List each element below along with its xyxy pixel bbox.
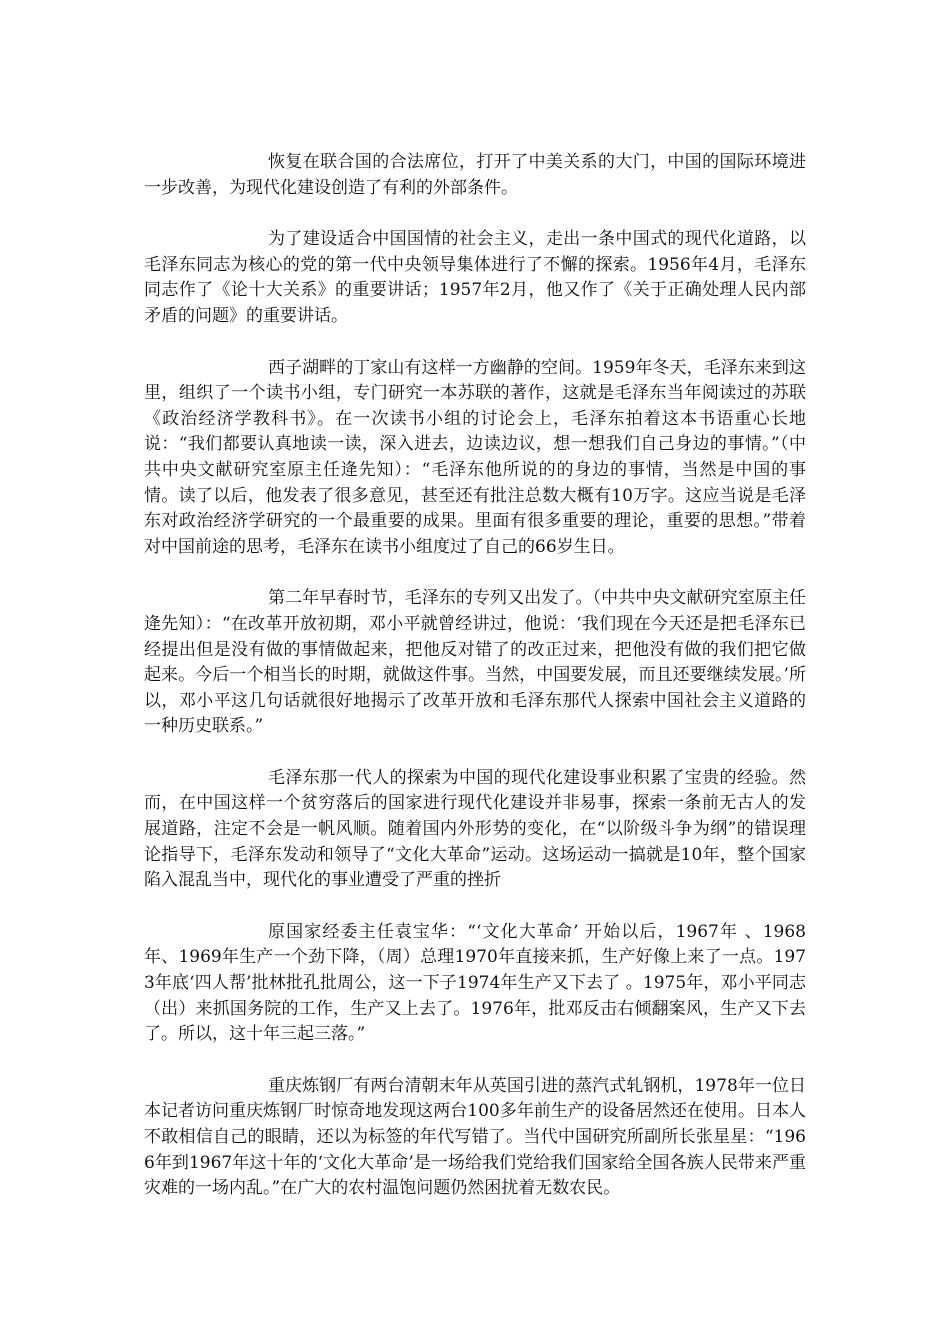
paragraph: 原国家经委主任袁宝华：“‘文化大革命’ 开始以后，1967年 、1968年、1969年生产一个劲下降，（周）总理1970年直接来抓，生产好像上来了一点。1973年底‘四人帮’批林批孔批周公，这一下子1974年生产又下去了 。1975年，邓小平同志（出）来抓国务院的工作，生产又上去了。1976年，批邓反击右倾翻案风，生产又下去了。所以，这十年三起三落。”: [144, 921, 806, 1045]
paragraph: 为了建设适合中国国情的社会主义，走出一条中国式的现代化道路，以毛泽东同志为核心的党的第一代中央领导集体进行了不懈的探索。1956年4月，毛泽东同志作了《论十大关系》的重要讲话；1957年2月，他又作了《关于正确处理人民内部矛盾的问题》的重要讲话。: [144, 229, 806, 326]
document-body: [144, 150, 806, 1228]
paragraph: 恢复在联合国的合法席位，打开了中美关系的大门，中国的国际环境进一步改善，为现代化建设创造了有利的外部条件。: [144, 152, 806, 198]
paragraph: 毛泽东那一代人的探索为中国的现代化建设事业积累了宝贵的经验。然而，在中国这样一个贫穷落后的国家进行现代化建设并非易事，探索一条前无古人的发展道路，注定不会是一帆风顺。随着国内外形势的变化，在“以阶级斗争为纲”的错误理论指导下，毛泽东发动和领导了“文化大革命”运动。这场运动一搞就是10年，整个国家陷入混乱当中，现代化的事业遭受了严重的挫折: [144, 767, 806, 891]
paragraph: 西子湖畔的丁家山有这样一方幽静的空间。1959年冬天，毛泽东来到这里，组织了一个读书小组，专门研究一本苏联的著作，这就是毛泽东当年阅读过的苏联《政治经济学教科书》。在一次读书小组的讨论会上，毛泽东拍着这本书语重心长地说：“我们都要认真地读一读，深入进去，边读边议，想一想我们自己身边的事情。”（中共中央文献研究室原主任逄先知）：“毛泽东他所说的的身边的事情，当然是中国的事情。读了以后，他发表了很多意见，甚至还有批注总数大概有10万字。这应当说是毛泽东对政治经济学研究的一个最重要的成果。里面有很多重要的理论，重要的思想。”带着对中国前途的思考，毛泽东在读书小组度过了自己的66岁生日。: [144, 357, 806, 557]
paragraph: 第二年早春时节，毛泽东的专列又出发了。（中共中央文献研究室原主任逄先知）：“在改革开放初期，邓小平就曾经讲过，他说：‘我们现在今天还是把毛泽东已经提出但是没有做的事情做起来，把他反对错了的改正过来，把他没有做的我们把它做起来。今后一个相当长的时期，就做这件事。当然，中国要发展，而且还要继续发展。’所以，邓小平这几句话就很好地揭示了改革开放和毛泽东那代人探索中国社会主义道路的一种历史联系。”: [144, 588, 806, 737]
paragraph: 重庆炼钢厂有两台清朝末年从英国引进的蒸汽式轧钢机，1978年一位日本记者访问重庆炼钢厂时惊奇地发现这两台100多年前生产的设备居然还在使用。日本人不敢相信自己的眼睛，还以为标签的年代写错了。当代中国研究所副所长张星星：“1966年到1967年这十年的‘文化大革命’是一场给我们党给我们国家给全国各族人民带来严重灾难的一场内乱。”在广大的农村温饱问题仍然困扰着无数农民。: [144, 1075, 806, 1199]
